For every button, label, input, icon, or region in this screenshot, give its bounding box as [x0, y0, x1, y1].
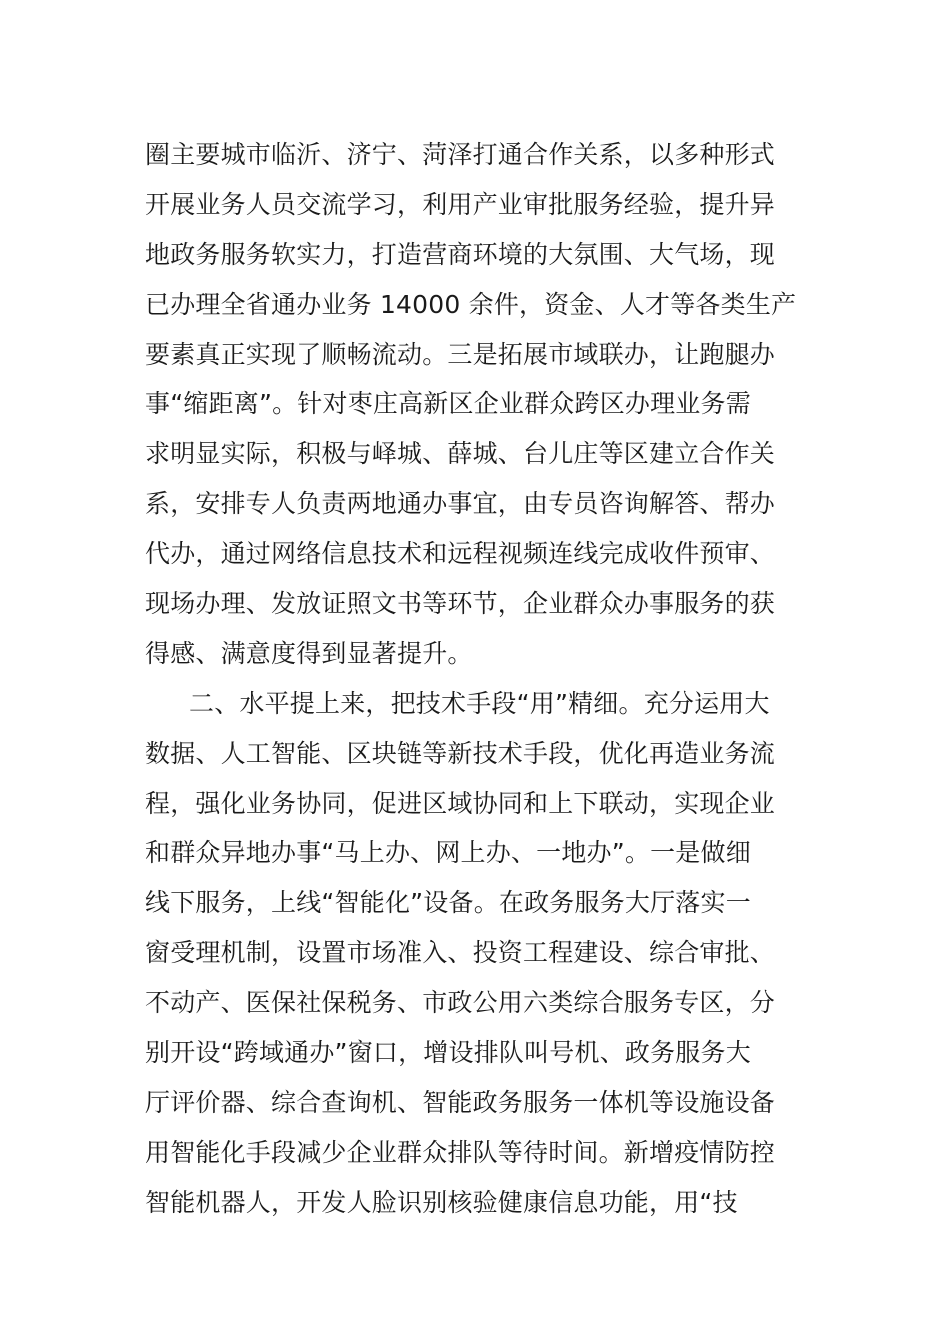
text-line: 线下服务，上线“智能化”设备。在政务服务大厅落实一 — [145, 888, 751, 918]
text-line: 地政务服务软实力，打造营商环境的大氛围、大气场，现 — [145, 239, 776, 269]
text-line: 圈主要城市临沂、济宁、菏泽打通合作关系，以多种形式 — [145, 140, 776, 169]
text-line: 事“缩距离”。针对枣庄高新区企业群众跨区办理业务需 — [145, 389, 751, 419]
text-line: 厅评价器、综合查询机、智能政务服务一体机等设施设备 — [145, 1087, 776, 1117]
text-line: 程，强化业务协同，促进区域协同和上下联动，实现企业 — [145, 788, 776, 818]
text-line: 不动产、医保社保税务、市政公用六类综合服务专区，分 — [145, 988, 776, 1018]
text-line: 数据、人工智能、区块链等新技术手段，优化再造业务流 — [145, 738, 776, 768]
text-line: 用智能化手段减少企业群众排队等待时间。新增疫情防控 — [145, 1137, 776, 1167]
text-line: 开展业务人员交流学习，利用产业审批服务经验，提升异 — [145, 189, 776, 219]
text-line: 求明显实际，积极与峄城、薛城、台儿庄等区建立合作关 — [145, 439, 776, 469]
text-line: 得感、满意度得到显著提升。 — [145, 638, 473, 668]
text-line: 窗受理机制，设置市场准入、投资工程建设、综合审批、 — [145, 938, 776, 968]
text-line: 智能机器人，开发人脸识别核验健康信息功能，用“技 — [145, 1187, 738, 1217]
text-line: 现场办理、发放证照文书等环节，企业群众办事服务的获 — [145, 589, 776, 619]
text-line: 系，安排专人负责两地通办事宜，由专员咨询解答、帮办 — [145, 489, 776, 519]
body-text — [145, 130, 825, 1228]
text-line: 已办理全省通办业务 14000 余件，资金、人才等各类生产 — [145, 289, 797, 319]
paragraph-start-line: 二、水平提上来，把技术手段“用”精细。充分运用大 — [189, 688, 770, 718]
text-line: 要素真正实现了顺畅流动。三是拓展市域联办，让跑腿办 — [145, 339, 776, 369]
text-line: 别开设“跨域通办”窗口，增设排队叫号机、政务服务大 — [145, 1038, 751, 1068]
text-line: 代办，通过网络信息技术和远程视频连线完成收件预审、 — [145, 539, 776, 569]
text-line: 和群众异地办事“马上办、网上办、一地办”。一是做细 — [145, 838, 751, 868]
